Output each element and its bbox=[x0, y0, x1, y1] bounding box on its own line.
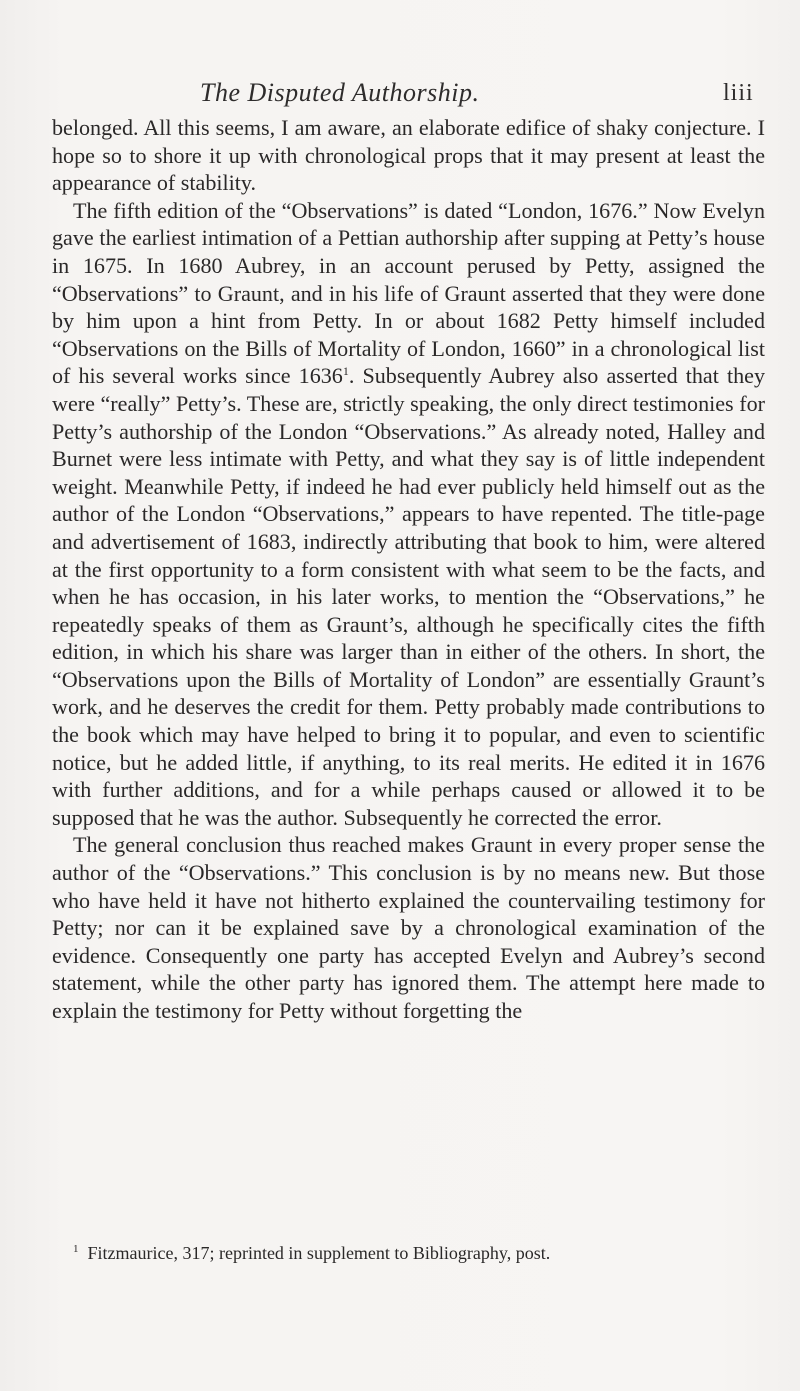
footnote-reference[interactable]: 1 bbox=[342, 364, 349, 379]
paragraph-1-text: belonged. All this seems, I am aware, an elaborate edifice of shaky conjecture. I hope so to shore it up with chronological props that it may present at least the appearance of stability. bbox=[52, 115, 765, 196]
running-head bbox=[0, 78, 800, 114]
body-text bbox=[52, 114, 765, 1025]
paragraph-2-text-before-note: The fifth edition of the “Observations” is dated “London, 1676.” Now Evelyn gave the earliest intimation of a Pettian authorship after supping at Petty’s house in 1675. In 1680 Aubrey, in an account perused by Petty, assigned the “Observations” to Graunt, and in his life of Graunt asserted that they were done by him upon a hint from Petty. In or about 1682 Petty himself included “Observations on the Bills of Mortality of London, 1660” in a chronological list of his several works since 1636 bbox=[52, 197, 765, 389]
paragraph-2-text-after-note: . Subsequently Aubrey also asserted that they were “really” Petty’s. These are, strictly speaking, the only direct testimonies for Petty’s authorship of the London “Observations.” As already noted, Halley and Burnet were less intimate with Petty, and what they say is of little independent weight. Meanwhile Petty, if indeed he had ever publicly held himself out as the author of the London “Observations,” appears to have repented. The title-page and advertisement of 1683, indirectly attributing that book to him, were altered at the first opportunity to a form consistent with what seem to be the facts, and when he has occasion, in his later works, to mention the “Observations,” he repeatedly speaks of them as Graunt’s, although he specifically cites the fifth edition, in which his share was larger than in either of the others. In short, the “Observations upon the Bills of Mortality of London” are essentially Graunt’s work, and he deserves the credit for them. Petty probably made contributions to the book which may have helped to bring it to popular, and even to scientific notice, but he added little, if anything, to its real merits. He edited it in 1676 with further additions, and for a while perhaps caused or allowed it to be supposed that he was the author. Subsequently he corrected the error. bbox=[52, 363, 765, 830]
paragraph-3-text: The general conclusion thus reached makes Graunt in every proper sense the author of the “Observations.” This conclusion is by no means new. But those who have held it have not hitherto explained the countervailing testimony for Petty; nor can it be explained save by a chronological examination of the evidence. Consequently one party has accepted Evelyn and Aubrey’s second statement, while the other party has ignored them. The attempt here made to explain the testimony for Petty without forgetting the bbox=[52, 832, 765, 1023]
page-number: liii bbox=[723, 80, 754, 106]
paragraph-2 bbox=[52, 197, 765, 832]
running-title: The Disputed Authorship. bbox=[200, 78, 480, 107]
footnote-text: Fitzmaurice, 317; reprinted in supplement to Bibliography, post. bbox=[87, 1243, 551, 1263]
paragraph-3 bbox=[52, 831, 765, 1024]
paragraph-1 bbox=[52, 114, 765, 197]
footnote-marker: 1 bbox=[73, 1243, 79, 1255]
footnote bbox=[52, 1242, 765, 1264]
